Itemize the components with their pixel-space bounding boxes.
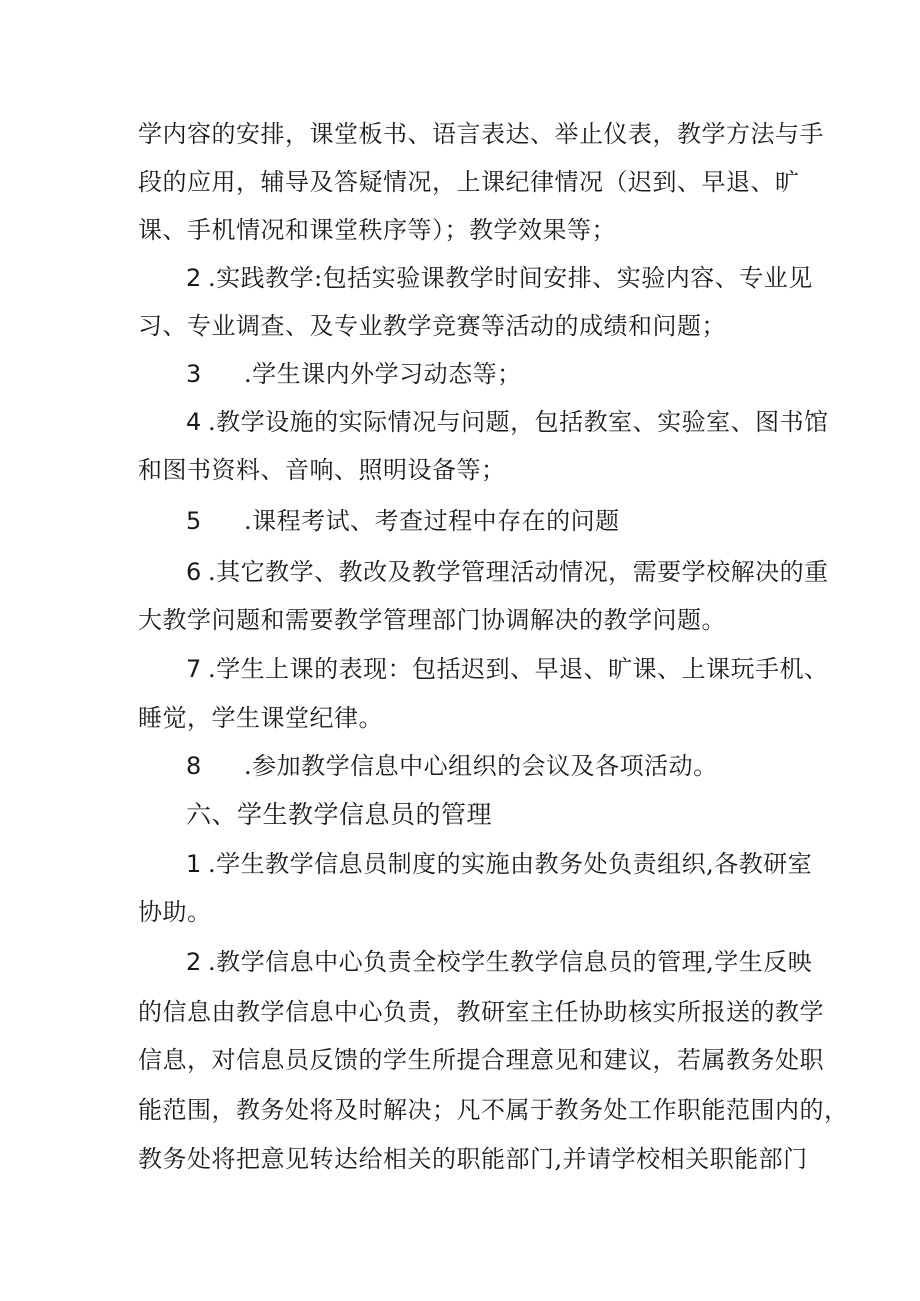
- list-number: 8: [186, 752, 202, 780]
- paragraph-line: 教务处将把意见转达给相关的职能部门,并请学校相关职能部门: [138, 1145, 808, 1173]
- list-item-2: [186, 262, 813, 294]
- list-text: .参加教学信息中心组织的会议及各项活动。: [244, 752, 718, 780]
- list-item-5: [186, 505, 798, 537]
- list-number: 2: [186, 264, 202, 292]
- list-number: 4: [186, 408, 202, 436]
- paragraph-line: 信息，对信息员反馈的学生所提合理意见和建议，若属教务处职: [138, 1046, 824, 1074]
- list-item-3: [186, 358, 798, 390]
- list-item-7: [186, 653, 829, 685]
- list-text: .学生教学信息员制度的实施由教务处负责组织,各教研室: [208, 850, 813, 878]
- list-item-4: [186, 406, 829, 438]
- list-number: 6: [186, 558, 202, 586]
- list-number: 1: [186, 850, 202, 878]
- paragraph-line: 课、手机情况和课堂秩序等）；教学效果等；: [138, 216, 616, 244]
- list-text: .教学设施的实际情况与问题，包括教室、实验室、图书馆: [208, 408, 829, 436]
- list-text: .实践教学:包括实验课教学时间安排、实验内容、专业见: [208, 264, 813, 292]
- list-text: .教学信息中心负责全校学生教学信息员的管理,学生反映: [208, 948, 813, 976]
- paragraph-line: 习、专业调查、及专业教学竞赛等活动的成绩和问题；: [138, 312, 726, 340]
- list-number: 5: [186, 507, 202, 535]
- list-item-2b: [186, 946, 813, 978]
- list-text: .课程考试、考查过程中存在的问题: [244, 507, 620, 535]
- list-item-6: [186, 556, 829, 588]
- paragraph-line: 大教学问题和需要教学管理部门协调解决的教学问题。: [138, 606, 726, 634]
- list-text: .学生上课的表现：包括迟到、早退、旷课、上课玩手机、: [208, 655, 829, 683]
- paragraph-line: 段的应用，辅导及答疑情况，上课纪律情况（迟到、早退、旷: [138, 168, 800, 196]
- paragraph-line: 睡觉，学生课堂纪律。: [138, 704, 383, 732]
- paragraph-line: 学内容的安排，课堂板书、语言表达、举止仪表，教学方法与手: [138, 120, 824, 148]
- list-item-1: [186, 848, 813, 880]
- list-text: .学生课内外学习动态等；: [244, 360, 522, 388]
- paragraph-line: 能范围，教务处将及时解决；凡不属于教务处工作职能范围内的，: [138, 1096, 849, 1124]
- list-item-8: [186, 750, 798, 782]
- paragraph-line: 的信息由教学信息中心负责，教研室主任协助核实所报送的教学: [138, 998, 824, 1026]
- section-heading: 六、学生教学信息员的管理: [186, 800, 493, 829]
- paragraph-line: 和图书资料、音响、照明设备等；: [138, 456, 506, 484]
- list-number: 7: [186, 655, 202, 683]
- paragraph-line: 协助。: [138, 898, 212, 926]
- list-number: 2: [186, 948, 202, 976]
- list-text: .其它教学、教改及教学管理活动情况，需要学校解决的重: [208, 558, 829, 586]
- list-number: 3: [186, 360, 202, 388]
